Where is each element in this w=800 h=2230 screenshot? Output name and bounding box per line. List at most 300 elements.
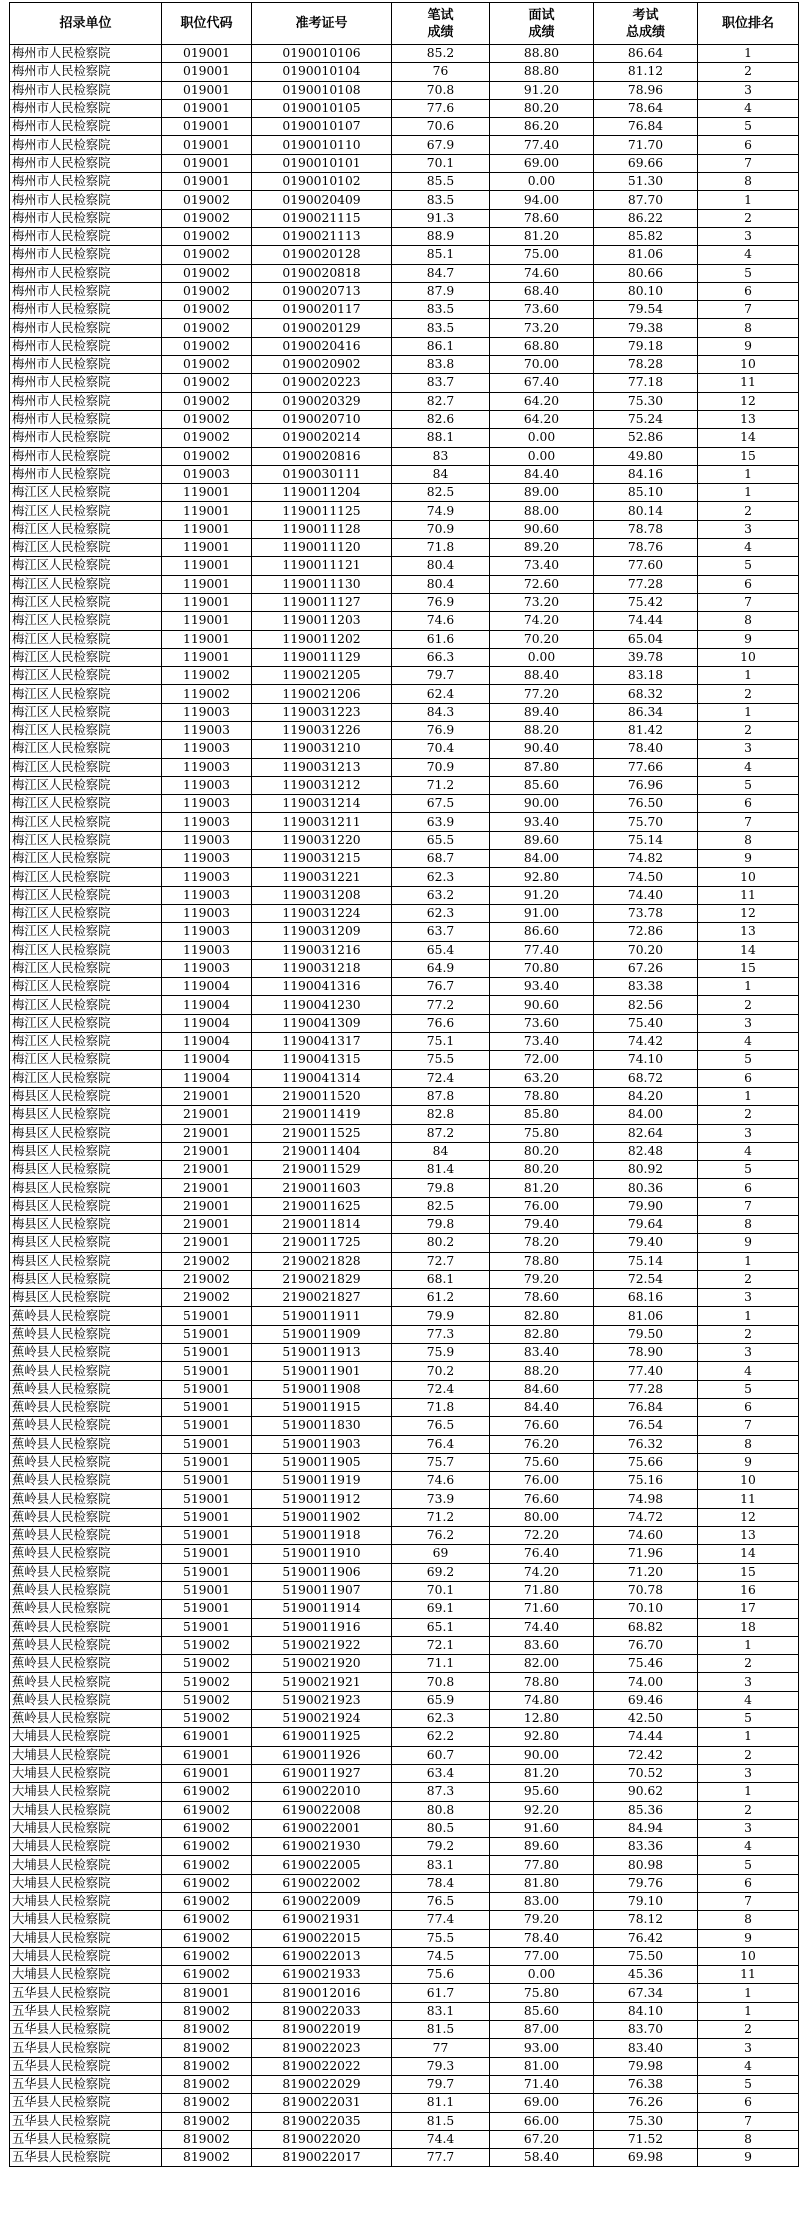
- total-score-cell: 75.66: [594, 1453, 698, 1471]
- unit-cell: 梅州市人民检察院: [10, 154, 162, 172]
- unit-cell: 梅江区人民检察院: [10, 520, 162, 538]
- interview-score-cell: 90.40: [490, 740, 594, 758]
- position-code-cell: 119001: [162, 575, 252, 593]
- table-row: [10, 264, 799, 282]
- unit-cell: 蕉岭县人民检察院: [10, 1435, 162, 1453]
- written-score-cell: 63.4: [392, 1764, 490, 1782]
- position-code-cell: 119003: [162, 923, 252, 941]
- unit-cell: 大埔县人民检察院: [10, 1728, 162, 1746]
- interview-score-cell: 75.00: [490, 246, 594, 264]
- written-score-cell: 86.1: [392, 337, 490, 355]
- interview-score-cell: 88.80: [490, 45, 594, 63]
- interview-score-cell: 78.60: [490, 209, 594, 227]
- table-row: [10, 593, 799, 611]
- rank-cell: 4: [698, 99, 799, 117]
- interview-score-cell: 77.20: [490, 685, 594, 703]
- position-code-cell: 119003: [162, 831, 252, 849]
- table-row: [10, 941, 799, 959]
- position-code-cell: 619002: [162, 1911, 252, 1929]
- unit-cell: 蕉岭县人民检察院: [10, 1307, 162, 1325]
- interview-score-cell: 73.60: [490, 1014, 594, 1032]
- header-interview-score: 面试 成绩: [490, 3, 594, 45]
- rank-cell: 1: [698, 667, 799, 685]
- table-row: [10, 740, 799, 758]
- interview-score-cell: 77.40: [490, 136, 594, 154]
- written-score-cell: 70.8: [392, 81, 490, 99]
- table-row: [10, 1947, 799, 1965]
- unit-cell: 蕉岭县人民检察院: [10, 1618, 162, 1636]
- written-score-cell: 82.8: [392, 1106, 490, 1124]
- ticket-number-cell: 2190011529: [252, 1161, 392, 1179]
- interview-score-cell: 93.40: [490, 813, 594, 831]
- table-row: [10, 282, 799, 300]
- ticket-number-cell: 0190010105: [252, 99, 392, 117]
- written-score-cell: 79.3: [392, 2057, 490, 2075]
- rank-cell: 8: [698, 1216, 799, 1234]
- table-row: [10, 1344, 799, 1362]
- written-score-cell: 63.9: [392, 813, 490, 831]
- table-row: [10, 1563, 799, 1581]
- ticket-number-cell: 1190011129: [252, 648, 392, 666]
- rank-cell: 2: [698, 1106, 799, 1124]
- ticket-number-cell: 8190022029: [252, 2075, 392, 2093]
- header-written-score: 笔试 成绩: [392, 3, 490, 45]
- table-row: [10, 154, 799, 172]
- unit-cell: 梅县区人民检察院: [10, 1270, 162, 1288]
- table-row: [10, 2112, 799, 2130]
- written-score-cell: 88.9: [392, 227, 490, 245]
- table-row: [10, 1783, 799, 1801]
- ticket-number-cell: 1190031210: [252, 740, 392, 758]
- total-score-cell: 79.40: [594, 1234, 698, 1252]
- ticket-number-cell: 0190021115: [252, 209, 392, 227]
- total-score-cell: 79.64: [594, 1216, 698, 1234]
- ticket-number-cell: 0190010110: [252, 136, 392, 154]
- rank-cell: 3: [698, 1764, 799, 1782]
- written-score-cell: 79.8: [392, 1216, 490, 1234]
- table-row: [10, 959, 799, 977]
- total-score-cell: 68.16: [594, 1289, 698, 1307]
- total-score-cell: 79.50: [594, 1325, 698, 1343]
- interview-score-cell: 78.40: [490, 1929, 594, 1947]
- written-score-cell: 76.9: [392, 593, 490, 611]
- interview-score-cell: 87.00: [490, 2021, 594, 2039]
- written-score-cell: 72.4: [392, 1380, 490, 1398]
- ticket-number-cell: 1190031213: [252, 758, 392, 776]
- table-row: [10, 886, 799, 904]
- ticket-number-cell: 1190031208: [252, 886, 392, 904]
- position-code-cell: 519001: [162, 1325, 252, 1343]
- total-score-cell: 75.24: [594, 410, 698, 428]
- unit-cell: 梅江区人民检察院: [10, 978, 162, 996]
- position-code-cell: 519001: [162, 1398, 252, 1416]
- unit-cell: 五华县人民检察院: [10, 2039, 162, 2057]
- rank-cell: 2: [698, 2021, 799, 2039]
- ticket-number-cell: 0190020329: [252, 392, 392, 410]
- table-row: [10, 410, 799, 428]
- ticket-number-cell: 5190011919: [252, 1472, 392, 1490]
- total-score-cell: 75.46: [594, 1655, 698, 1673]
- table-row: [10, 1691, 799, 1709]
- total-score-cell: 81.12: [594, 63, 698, 81]
- interview-score-cell: 81.20: [490, 227, 594, 245]
- rank-cell: 1: [698, 1087, 799, 1105]
- table-row: [10, 850, 799, 868]
- unit-cell: 蕉岭县人民检察院: [10, 1600, 162, 1618]
- position-code-cell: 619002: [162, 1874, 252, 1892]
- written-score-cell: 80.5: [392, 1819, 490, 1837]
- written-score-cell: 83.1: [392, 2002, 490, 2020]
- rank-cell: 4: [698, 2057, 799, 2075]
- position-code-cell: 819002: [162, 2057, 252, 2075]
- written-score-cell: 82.6: [392, 410, 490, 428]
- unit-cell: 大埔县人民检察院: [10, 1874, 162, 1892]
- total-score-cell: 74.42: [594, 1033, 698, 1051]
- rank-cell: 2: [698, 502, 799, 520]
- ticket-number-cell: 0190020902: [252, 356, 392, 374]
- ticket-number-cell: 1190031215: [252, 850, 392, 868]
- table-row: [10, 868, 799, 886]
- ticket-number-cell: 0190010104: [252, 63, 392, 81]
- interview-score-cell: 70.20: [490, 630, 594, 648]
- interview-score-cell: 90.00: [490, 1746, 594, 1764]
- rank-cell: 3: [698, 520, 799, 538]
- rank-cell: 7: [698, 154, 799, 172]
- written-score-cell: 83.7: [392, 374, 490, 392]
- interview-score-cell: 71.60: [490, 1600, 594, 1618]
- interview-score-cell: 76.60: [490, 1490, 594, 1508]
- position-code-cell: 819002: [162, 2149, 252, 2167]
- unit-cell: 蕉岭县人民检察院: [10, 1655, 162, 1673]
- position-code-cell: 019001: [162, 81, 252, 99]
- total-score-cell: 80.36: [594, 1179, 698, 1197]
- table-row: [10, 1856, 799, 1874]
- unit-cell: 五华县人民检察院: [10, 2021, 162, 2039]
- position-code-cell: 519001: [162, 1380, 252, 1398]
- position-code-cell: 119001: [162, 648, 252, 666]
- written-score-cell: 70.1: [392, 1581, 490, 1599]
- unit-cell: 梅州市人民检察院: [10, 282, 162, 300]
- interview-score-cell: 86.60: [490, 923, 594, 941]
- unit-cell: 蕉岭县人民检察院: [10, 1362, 162, 1380]
- ticket-number-cell: 5190021920: [252, 1655, 392, 1673]
- rank-cell: 7: [698, 813, 799, 831]
- interview-score-cell: 81.20: [490, 1764, 594, 1782]
- position-code-cell: 019002: [162, 264, 252, 282]
- total-score-cell: 73.78: [594, 904, 698, 922]
- header-row: [10, 3, 799, 45]
- position-code-cell: 119001: [162, 593, 252, 611]
- total-score-cell: 49.80: [594, 447, 698, 465]
- written-score-cell: 77.2: [392, 996, 490, 1014]
- written-score-cell: 71.8: [392, 539, 490, 557]
- ticket-number-cell: 1190031220: [252, 831, 392, 849]
- rank-cell: 9: [698, 850, 799, 868]
- total-score-cell: 82.56: [594, 996, 698, 1014]
- ticket-number-cell: 2190021829: [252, 1270, 392, 1288]
- interview-score-cell: 76.20: [490, 1435, 594, 1453]
- rank-cell: 2: [698, 685, 799, 703]
- interview-score-cell: 72.00: [490, 1051, 594, 1069]
- interview-score-cell: 90.60: [490, 996, 594, 1014]
- unit-cell: 梅县区人民检察院: [10, 1124, 162, 1142]
- total-score-cell: 77.60: [594, 557, 698, 575]
- interview-score-cell: 93.40: [490, 978, 594, 996]
- ticket-number-cell: 5190011906: [252, 1563, 392, 1581]
- position-code-cell: 019002: [162, 191, 252, 209]
- position-code-cell: 519001: [162, 1563, 252, 1581]
- ticket-number-cell: 5190021922: [252, 1636, 392, 1654]
- table-row: [10, 1801, 799, 1819]
- rank-cell: 8: [698, 1911, 799, 1929]
- total-score-cell: 86.64: [594, 45, 698, 63]
- position-code-cell: 519001: [162, 1490, 252, 1508]
- header-rank: 职位排名: [698, 3, 799, 45]
- interview-score-cell: 91.00: [490, 904, 594, 922]
- ticket-number-cell: 2190011625: [252, 1197, 392, 1215]
- unit-cell: 梅县区人民检察院: [10, 1289, 162, 1307]
- unit-cell: 梅州市人民检察院: [10, 63, 162, 81]
- position-code-cell: 519001: [162, 1581, 252, 1599]
- unit-cell: 五华县人民检察院: [10, 2112, 162, 2130]
- interview-score-cell: 71.40: [490, 2075, 594, 2093]
- total-score-cell: 70.10: [594, 1600, 698, 1618]
- interview-score-cell: 83.40: [490, 1344, 594, 1362]
- interview-score-cell: 71.80: [490, 1581, 594, 1599]
- written-score-cell: 74.9: [392, 502, 490, 520]
- written-score-cell: 71.8: [392, 1398, 490, 1416]
- interview-score-cell: 73.40: [490, 557, 594, 575]
- position-code-cell: 219001: [162, 1106, 252, 1124]
- unit-cell: 梅江区人民检察院: [10, 740, 162, 758]
- total-score-cell: 76.70: [594, 1636, 698, 1654]
- written-score-cell: 60.7: [392, 1746, 490, 1764]
- total-score-cell: 71.52: [594, 2130, 698, 2148]
- total-score-cell: 84.10: [594, 2002, 698, 2020]
- written-score-cell: 76.6: [392, 1014, 490, 1032]
- rank-cell: 3: [698, 1124, 799, 1142]
- unit-cell: 梅江区人民检察院: [10, 959, 162, 977]
- written-score-cell: 83.1: [392, 1856, 490, 1874]
- header-total-score: 考试 总成绩: [594, 3, 698, 45]
- rank-cell: 3: [698, 1819, 799, 1837]
- rank-cell: 1: [698, 484, 799, 502]
- interview-score-cell: 68.40: [490, 282, 594, 300]
- unit-cell: 梅江区人民检察院: [10, 1051, 162, 1069]
- ticket-number-cell: 0190020129: [252, 319, 392, 337]
- total-score-cell: 75.16: [594, 1472, 698, 1490]
- total-score-cell: 76.38: [594, 2075, 698, 2093]
- total-score-cell: 68.82: [594, 1618, 698, 1636]
- total-score-cell: 86.22: [594, 209, 698, 227]
- position-code-cell: 519001: [162, 1472, 252, 1490]
- total-score-cell: 83.38: [594, 978, 698, 996]
- table-row: [10, 81, 799, 99]
- total-score-cell: 67.34: [594, 1984, 698, 2002]
- table-row: [10, 99, 799, 117]
- unit-cell: 梅州市人民检察院: [10, 429, 162, 447]
- ticket-number-cell: 0190020713: [252, 282, 392, 300]
- total-score-cell: 77.28: [594, 1380, 698, 1398]
- table-row: [10, 1966, 799, 1984]
- ticket-number-cell: 0190020409: [252, 191, 392, 209]
- interview-score-cell: 64.20: [490, 410, 594, 428]
- position-code-cell: 519001: [162, 1307, 252, 1325]
- written-score-cell: 63.2: [392, 886, 490, 904]
- position-code-cell: 119004: [162, 1069, 252, 1087]
- table-row: [10, 1838, 799, 1856]
- unit-cell: 梅州市人民检察院: [10, 301, 162, 319]
- unit-cell: 梅江区人民检察院: [10, 776, 162, 794]
- unit-cell: 梅州市人民检察院: [10, 246, 162, 264]
- interview-score-cell: 80.20: [490, 1161, 594, 1179]
- total-score-cell: 75.14: [594, 831, 698, 849]
- rank-cell: 2: [698, 63, 799, 81]
- unit-cell: 梅州市人民检察院: [10, 447, 162, 465]
- position-code-cell: 019001: [162, 173, 252, 191]
- interview-score-cell: 74.80: [490, 1691, 594, 1709]
- interview-score-cell: 79.20: [490, 1911, 594, 1929]
- interview-score-cell: 84.40: [490, 465, 594, 483]
- unit-cell: 蕉岭县人民检察院: [10, 1563, 162, 1581]
- total-score-cell: 39.78: [594, 648, 698, 666]
- ticket-number-cell: 0190010107: [252, 118, 392, 136]
- position-code-cell: 819002: [162, 2039, 252, 2057]
- rank-cell: 3: [698, 1289, 799, 1307]
- rank-cell: 3: [698, 2039, 799, 2057]
- written-score-cell: 72.1: [392, 1636, 490, 1654]
- table-row: [10, 1892, 799, 1910]
- written-score-cell: 74.5: [392, 1947, 490, 1965]
- ticket-number-cell: 6190022008: [252, 1801, 392, 1819]
- written-score-cell: 70.4: [392, 740, 490, 758]
- interview-score-cell: 91.20: [490, 886, 594, 904]
- position-code-cell: 219002: [162, 1289, 252, 1307]
- unit-cell: 梅江区人民检察院: [10, 795, 162, 813]
- unit-cell: 蕉岭县人民检察院: [10, 1581, 162, 1599]
- rank-cell: 9: [698, 630, 799, 648]
- written-score-cell: 85.5: [392, 173, 490, 191]
- unit-cell: 梅江区人民检察院: [10, 593, 162, 611]
- interview-score-cell: 69.00: [490, 2094, 594, 2112]
- position-code-cell: 519001: [162, 1435, 252, 1453]
- unit-cell: 梅江区人民检察院: [10, 612, 162, 630]
- ticket-number-cell: 0190020416: [252, 337, 392, 355]
- total-score-cell: 69.98: [594, 2149, 698, 2167]
- position-code-cell: 619002: [162, 1929, 252, 1947]
- unit-cell: 梅州市人民检察院: [10, 465, 162, 483]
- ticket-number-cell: 2190011404: [252, 1142, 392, 1160]
- written-score-cell: 65.5: [392, 831, 490, 849]
- written-score-cell: 85.2: [392, 45, 490, 63]
- rank-cell: 11: [698, 1966, 799, 1984]
- unit-cell: 梅江区人民检察院: [10, 703, 162, 721]
- table-row: [10, 630, 799, 648]
- rank-cell: 11: [698, 886, 799, 904]
- total-score-cell: 87.70: [594, 191, 698, 209]
- ticket-number-cell: 0190020816: [252, 447, 392, 465]
- table-row: [10, 1234, 799, 1252]
- total-score-cell: 77.18: [594, 374, 698, 392]
- total-score-cell: 75.30: [594, 2112, 698, 2130]
- table-row: [10, 429, 799, 447]
- written-score-cell: 76.9: [392, 721, 490, 739]
- interview-score-cell: 75.80: [490, 1984, 594, 2002]
- total-score-cell: 77.28: [594, 575, 698, 593]
- rank-cell: 12: [698, 904, 799, 922]
- ticket-number-cell: 1190031211: [252, 813, 392, 831]
- position-code-cell: 519001: [162, 1618, 252, 1636]
- table-row: [10, 996, 799, 1014]
- ticket-number-cell: 8190022033: [252, 2002, 392, 2020]
- table-row: [10, 1398, 799, 1416]
- total-score-cell: 76.32: [594, 1435, 698, 1453]
- position-code-cell: 519002: [162, 1691, 252, 1709]
- written-score-cell: 77.4: [392, 1911, 490, 1929]
- interview-score-cell: 85.60: [490, 776, 594, 794]
- total-score-cell: 78.64: [594, 99, 698, 117]
- total-score-cell: 71.70: [594, 136, 698, 154]
- position-code-cell: 219002: [162, 1270, 252, 1288]
- rank-cell: 15: [698, 1563, 799, 1581]
- unit-cell: 梅县区人民检察院: [10, 1161, 162, 1179]
- ticket-number-cell: 1190031221: [252, 868, 392, 886]
- written-score-cell: 70.2: [392, 1362, 490, 1380]
- unit-cell: 梅州市人民检察院: [10, 374, 162, 392]
- written-score-cell: 67.9: [392, 136, 490, 154]
- written-score-cell: 80.8: [392, 1801, 490, 1819]
- table-row: [10, 1655, 799, 1673]
- table-row: [10, 1929, 799, 1947]
- written-score-cell: 87.3: [392, 1783, 490, 1801]
- table-row: [10, 1270, 799, 1288]
- unit-cell: 梅州市人民检察院: [10, 392, 162, 410]
- written-score-cell: 72.7: [392, 1252, 490, 1270]
- total-score-cell: 74.82: [594, 850, 698, 868]
- position-code-cell: 619002: [162, 1947, 252, 1965]
- ticket-number-cell: 5190021924: [252, 1710, 392, 1728]
- total-score-cell: 77.66: [594, 758, 698, 776]
- ticket-number-cell: 6190021933: [252, 1966, 392, 1984]
- unit-cell: 蕉岭县人民检察院: [10, 1325, 162, 1343]
- total-score-cell: 67.26: [594, 959, 698, 977]
- interview-score-cell: 84.40: [490, 1398, 594, 1416]
- interview-score-cell: 77.80: [490, 1856, 594, 1874]
- total-score-cell: 79.10: [594, 1892, 698, 1910]
- table-row: [10, 1710, 799, 1728]
- ticket-number-cell: 2190021827: [252, 1289, 392, 1307]
- total-score-cell: 81.42: [594, 721, 698, 739]
- rank-cell: 2: [698, 1801, 799, 1819]
- total-score-cell: 80.14: [594, 502, 698, 520]
- rank-cell: 12: [698, 392, 799, 410]
- total-score-cell: 79.76: [594, 1874, 698, 1892]
- written-score-cell: 61.2: [392, 1289, 490, 1307]
- written-score-cell: 80.2: [392, 1234, 490, 1252]
- rank-cell: 1: [698, 2002, 799, 2020]
- table-row: [10, 209, 799, 227]
- unit-cell: 梅州市人民检察院: [10, 227, 162, 245]
- written-score-cell: 77.6: [392, 99, 490, 117]
- rank-cell: 9: [698, 2149, 799, 2167]
- table-row: [10, 502, 799, 520]
- position-code-cell: 519001: [162, 1453, 252, 1471]
- table-row: [10, 1618, 799, 1636]
- position-code-cell: 019002: [162, 282, 252, 300]
- rank-cell: 2: [698, 721, 799, 739]
- interview-score-cell: 83.00: [490, 1892, 594, 1910]
- position-code-cell: 119003: [162, 703, 252, 721]
